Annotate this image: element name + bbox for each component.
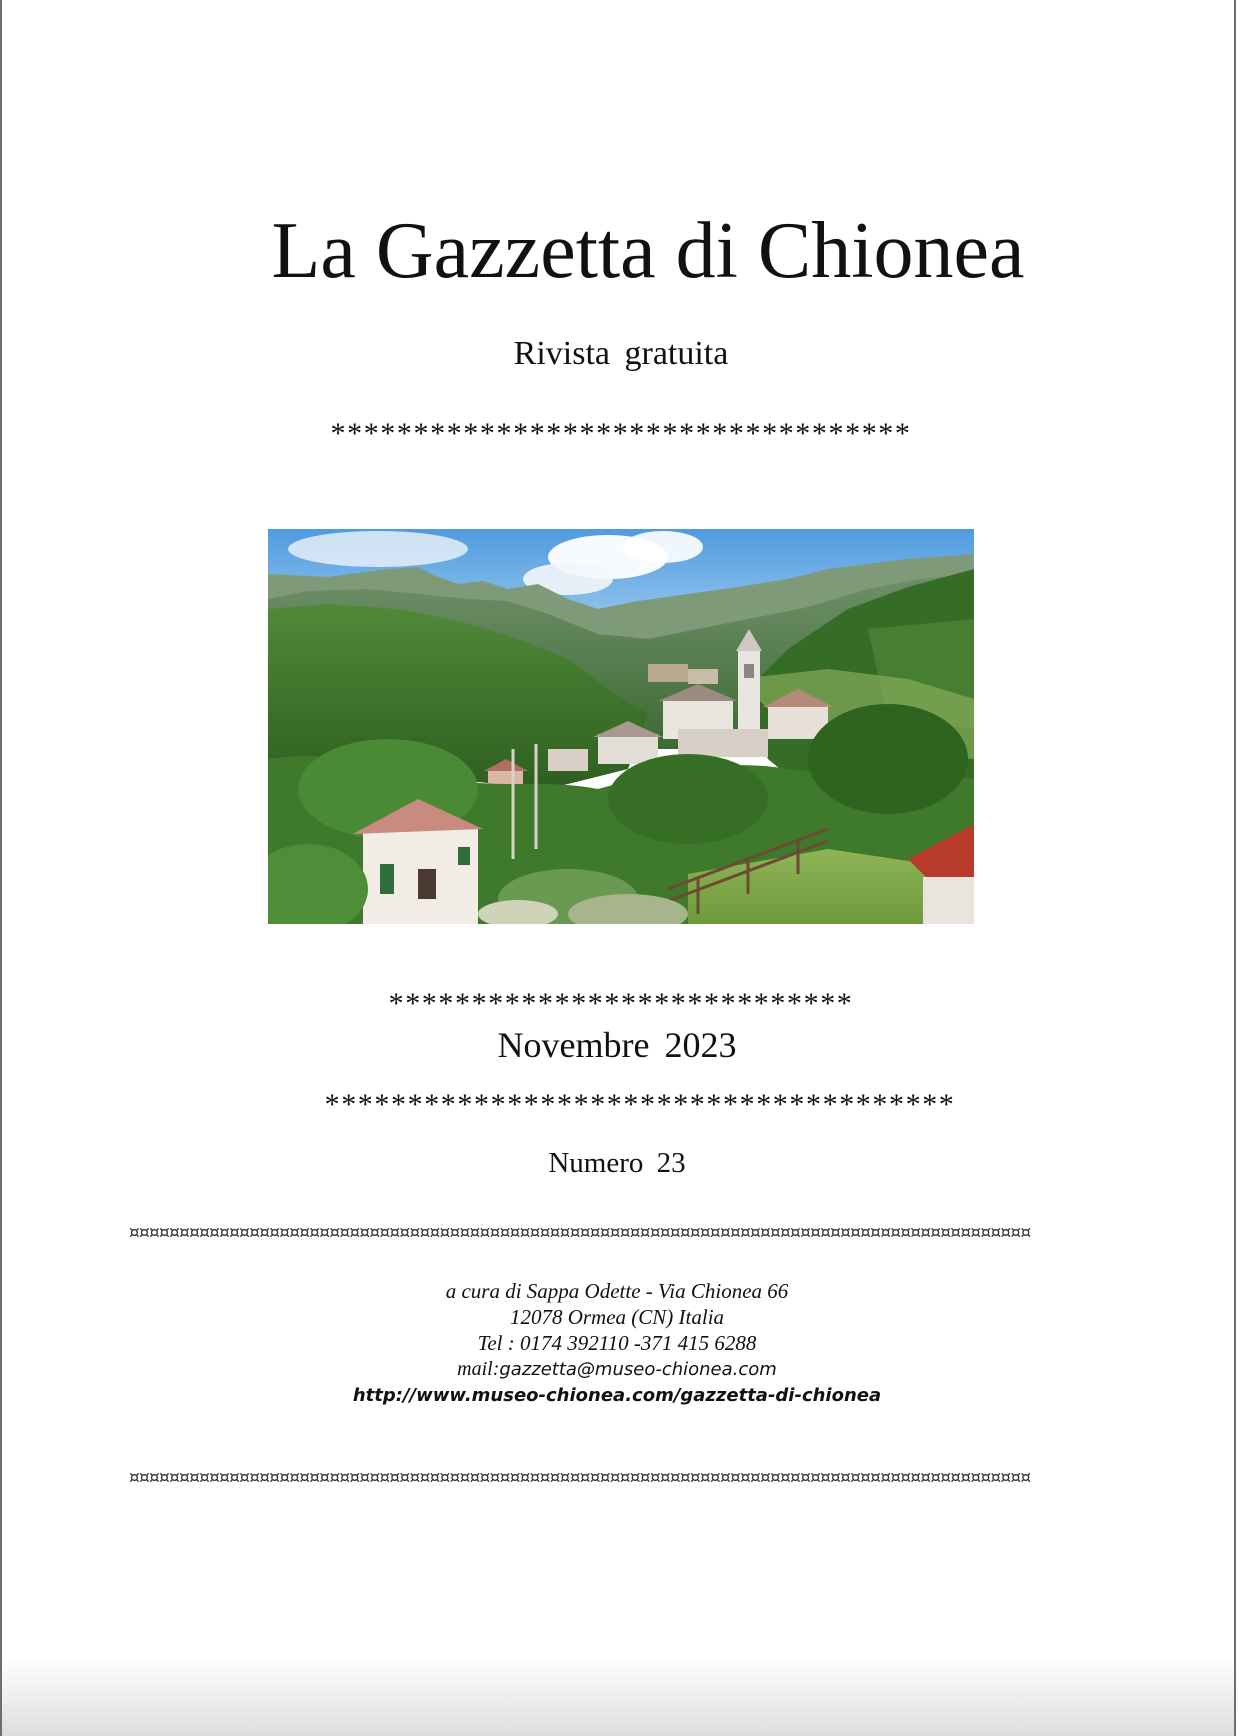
ornament-rule-top: ¤¤¤¤¤¤¤¤¤¤¤¤¤¤¤¤¤¤¤¤¤¤¤¤¤¤¤¤¤¤¤¤¤¤¤¤¤¤¤¤¤¤¤¤¤¤¤¤¤¤¤¤¤¤¤¤¤¤¤¤¤¤¤¤¤¤¤¤¤¤¤¤¤¤¤¤¤¤¤¤¤¤¤¤¤¤¤¤¤¤ bbox=[129, 1223, 1031, 1243]
contact-mail-line bbox=[2, 1356, 1232, 1383]
star-separator-top: *********************************** bbox=[330, 417, 912, 450]
contact-editor-line: a cura di Sappa Odette - Via Chionea 66 bbox=[445, 1279, 789, 1303]
page-subtitle: Rivista gratuita bbox=[513, 335, 729, 372]
website-link[interactable]: http://www.museo-chionea.com/gazzetta-di-chionea bbox=[352, 1385, 882, 1406]
page-title: La Gazzetta di Chionea bbox=[271, 207, 1025, 295]
issue-date: Novembre 2023 bbox=[497, 1025, 737, 1065]
page-bottom-shadow bbox=[2, 1656, 1234, 1736]
star-separator-bottom: ************************************** bbox=[324, 1088, 956, 1121]
contact-phone-line: Tel : 0174 392110 -371 415 6288 bbox=[477, 1331, 757, 1355]
mail-address-link[interactable]: gazzetta@museo-chionea.com bbox=[499, 1359, 777, 1380]
village-landscape-photo bbox=[268, 529, 974, 924]
star-separator-middle: **************************** bbox=[388, 987, 854, 1020]
contact-city-line: 12078 Ormea (CN) Italia bbox=[509, 1305, 725, 1329]
ornament-rule-bottom: ¤¤¤¤¤¤¤¤¤¤¤¤¤¤¤¤¤¤¤¤¤¤¤¤¤¤¤¤¤¤¤¤¤¤¤¤¤¤¤¤¤¤¤¤¤¤¤¤¤¤¤¤¤¤¤¤¤¤¤¤¤¤¤¤¤¤¤¤¤¤¤¤¤¤¤¤¤¤¤¤¤¤¤¤¤¤¤¤¤¤ bbox=[129, 1468, 1031, 1488]
issue-number: Numero 23 bbox=[548, 1147, 686, 1179]
mail-prefix: mail: bbox=[457, 1358, 500, 1380]
